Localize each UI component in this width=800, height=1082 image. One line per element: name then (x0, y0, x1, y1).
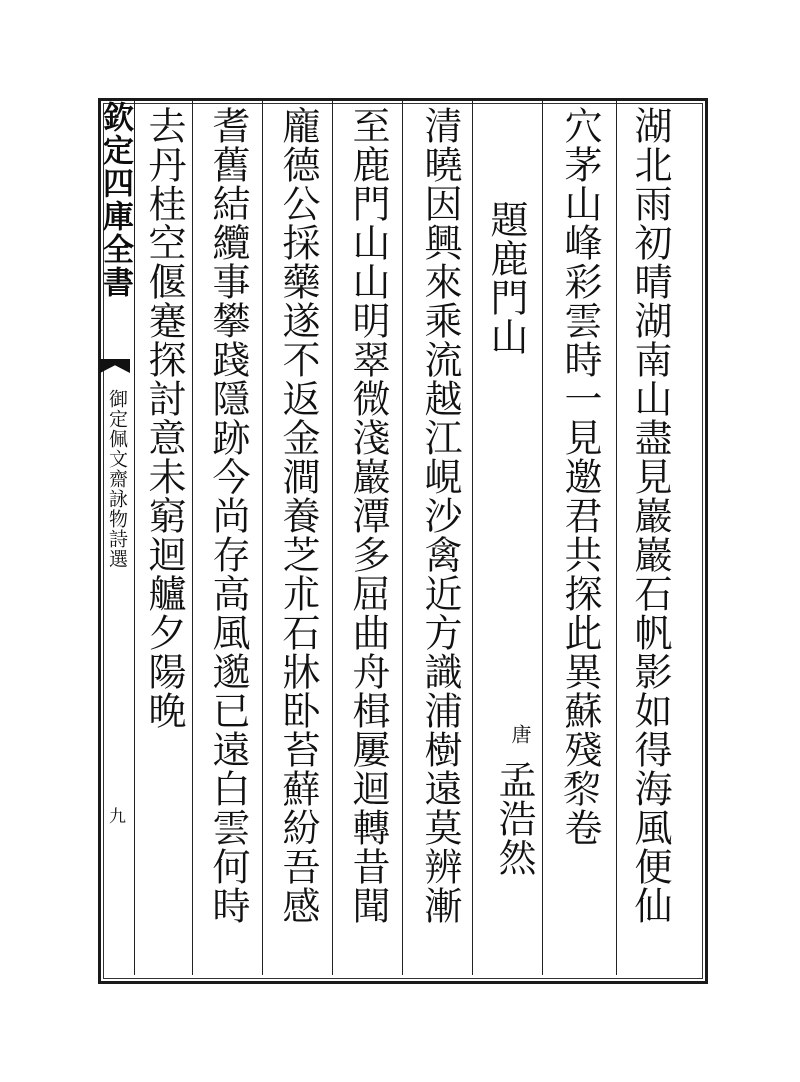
column-divider (192, 101, 193, 975)
text-column-6: 至鹿門山山明翠微淺巖潭多屈曲舟楫屢迴轉昔聞 (346, 106, 390, 925)
page-number: 九 (105, 807, 125, 824)
column-divider (472, 101, 473, 975)
text-column-9: 去丹桂空偃蹇探討意未窮迴艫夕陽晚 (142, 106, 186, 730)
text-column-1: 湖北雨初晴湖南山盡見巖巖石帆影如得海風便仙 (628, 106, 672, 925)
fishtail-mark (100, 359, 130, 373)
column-divider (332, 101, 333, 975)
poem-title: 題鹿門山 (484, 200, 528, 356)
author-name: 孟浩然 (492, 760, 536, 877)
margin-strip (97, 101, 133, 975)
book-title: 欽定四庫全書 (97, 101, 133, 299)
text-column-5: 清曉因興來乘流越江峴沙禽近方識浦樹遠莫辨漸 (418, 106, 462, 925)
column-divider (402, 101, 403, 975)
column-divider (262, 101, 263, 975)
column-divider (542, 101, 543, 975)
dynasty-label: 唐 (508, 724, 532, 744)
text-column-8: 耆舊結纜事攀踐隱跡今尚存高風邈已遠白雲何時 (206, 106, 250, 925)
collection-title: 御定佩文齋詠物詩選 (106, 389, 128, 569)
text-column-7: 龐德公採藥遂不返金澗養芝朮石牀卧苔蘚紛吾感 (276, 106, 320, 925)
column-divider (616, 101, 617, 975)
author-column (492, 106, 536, 968)
text-column-2: 穴茅山峰彩雲時一見邀君共探此異蘇殘𥟖卷 (558, 106, 602, 847)
column-divider (134, 101, 135, 975)
